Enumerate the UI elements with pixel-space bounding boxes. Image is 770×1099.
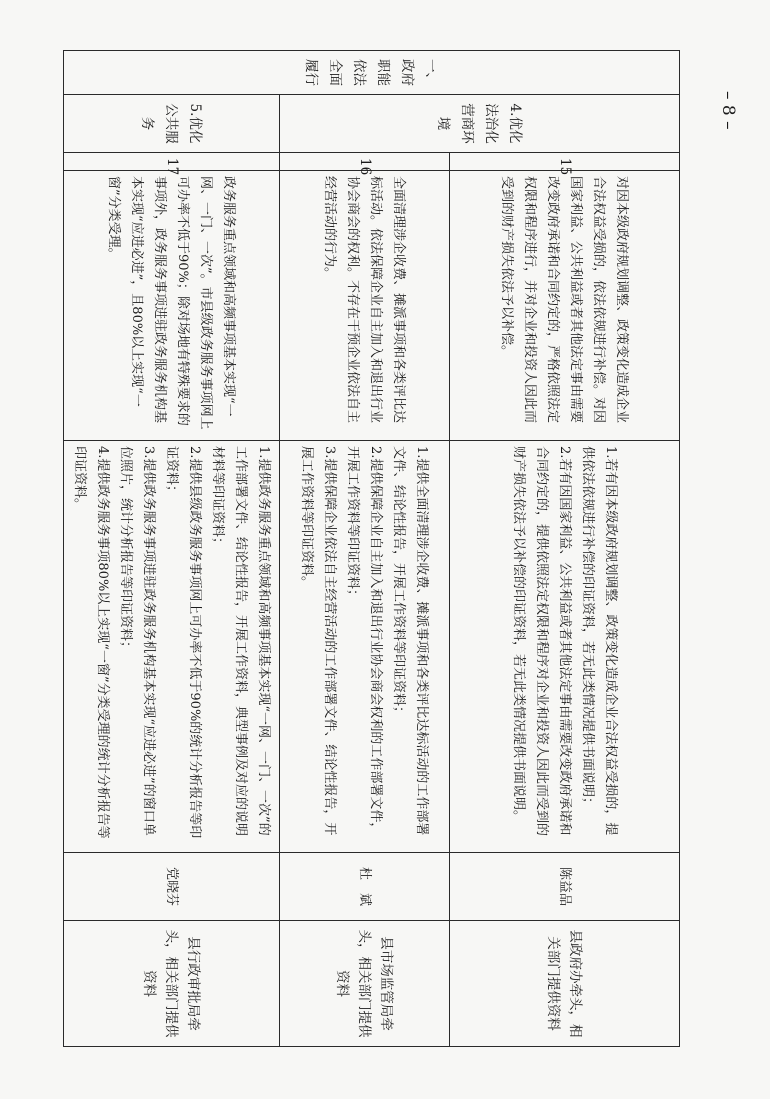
table-row [450,51,680,1047]
evidence-item: 1.提供政务服务重点领域和高频事项基本实现“一网、一门、一次”的工作部署文件、结论性报告，开展工作资料，典型事例及对应的说明材料等印证资料； [210,446,271,837]
responsible-dept: 县行政审批局牵头，相关部门提供资料 [64,921,280,1047]
evidence-item: 1.提供全面清理涉企收费、摊派事项和各类评比达标活动的工作部署文件、结论性报告，开展工作资料等印证资料； [391,446,430,836]
evidence-item: 3.提供政务服务事项进驻政务服务机构基本实现“应进必进”的窗口单位照片，统计分析报告等印证资料； [118,446,156,836]
responsible-dept: 县市场监管局牵头，相关部门提供资料 [280,921,450,1047]
row-evidence [280,441,450,853]
responsible-dept: 县政府办牵头，相关部门提供资料 [450,921,680,1047]
table-row [280,51,450,1047]
row-number: 17 [64,153,280,171]
rotated-table-wrapper [72,50,680,1046]
row-content: 对因本级政府规划调整、政策变化造成企业合法权益受损的，依法依规进行补偿。对因国家利益、公共利益或者其他法定事由需要改变政府承诺和合同约定的，严格依照法定权限和程序进行，并对企业和投资人因此而受到的财产损失依法予以补偿。 [450,171,680,441]
evidence-item: 2.提供保障企业自主加入和退出行业协会商会权利的工作部署文件，开展工作资料等印证资料； [345,446,384,836]
page-number: – 8 – [718,90,738,130]
row-number: 15 [450,153,680,171]
row-content: 政务服务重点领域和高频事项基本实现“一网、一门、一次”。市县级政务服务事项网上可办率不低于90%；除对场地有特殊要求的事项外，政务服务事项进驻政务服务机构基本实现“应进必进”，且80%以上实现“一窗”分类受理。 [64,171,280,441]
subcategory-4: 4.优化法治化营商环境 [280,95,680,153]
subcategory-5: 5.优化公共服务 [64,95,280,153]
evidence-item: 1.若有因本级政府规划调整、政策变化造成企业合法权益受损的，提供依法依规进行补偿的印证资料，若无此类情况提供书面说明； [580,446,618,836]
evidence-item: 3.提供保障企业依法自主经营活动的工作部署文件、结论性报告，开展工作资料等印证资料。 [299,446,338,836]
table-row [64,51,280,1047]
evidence-item: 4.提供政务服务事项80%以上实现“一窗”分类受理的统计分析报告等印证资料。 [72,446,110,839]
row-content: 全面清理涉企收费、摊派事项和各类评比达标活动。依法保障企业自主加入和退出行业协会商会的权利。不存在干预企业依法自主经营活动的行为。 [280,171,450,441]
row-evidence [64,441,280,853]
row-number: 16 [280,153,450,171]
responsible-leader: 党晓芬 [64,853,280,921]
indicator-table [63,50,680,1047]
category-primary: 一、政府职能依法全面履行 [64,51,680,95]
responsible-leader: 杜 斌 [280,853,450,921]
evidence-item: 2.提供县级政务服务事项网上可办率不低于90%的统计分析报告等印证资料； [164,446,202,839]
evidence-item: 2.若有因国家利益、公共利益或者其他法定事由需要改变政府承诺和合同约定的，提供依照法定权限和程序对企业和投资人因此而受到的财产损失依法予以补偿的印证资料，若无此类情况提供书面说明。 [511,446,572,837]
responsible-leader: 陈益品 [450,853,680,921]
row-evidence [450,441,680,853]
